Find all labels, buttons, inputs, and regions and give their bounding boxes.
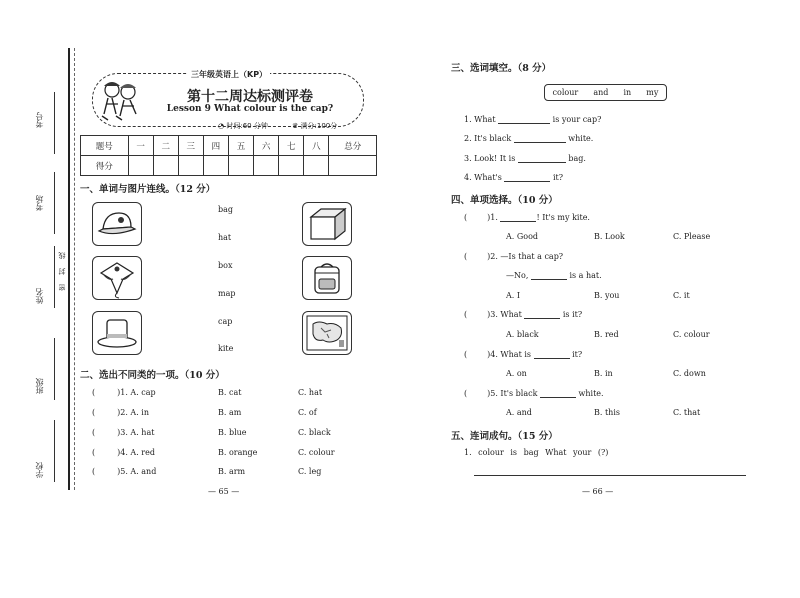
- answer-bracket[interactable]: (: [92, 467, 96, 476]
- section2-heading: 二、选出不同类的一项。（10 分）: [80, 370, 225, 381]
- choice-question: ( )2. A. in: [92, 408, 149, 417]
- bag-picture[interactable]: [302, 256, 352, 300]
- exam-room-label: 考场: [35, 195, 44, 211]
- word-bank-item: in: [623, 88, 632, 97]
- choice-question: ( )3. A. hat: [92, 428, 155, 437]
- exam-number-field[interactable]: [54, 92, 55, 154]
- seal-char: 封: [58, 268, 66, 275]
- hat-picture[interactable]: [92, 311, 142, 355]
- answer-bracket[interactable]: (: [464, 213, 468, 222]
- table-cell: 七: [279, 136, 304, 156]
- choice-question: ( )4. What is it?: [464, 350, 583, 359]
- box-picture[interactable]: [302, 202, 352, 246]
- lesson-title: Lesson 9 What colour is the cap?: [166, 104, 334, 114]
- option-c: C. colour: [673, 330, 710, 339]
- fill-question: 3. Look! It is bag.: [464, 154, 586, 163]
- map-icon: [303, 312, 351, 354]
- class-label: 班级: [35, 378, 44, 394]
- kite-icon: [93, 257, 141, 299]
- answer-bracket[interactable]: (: [92, 448, 96, 457]
- option-c: C. colour: [298, 448, 335, 457]
- score-input-cell[interactable]: [329, 156, 377, 176]
- option-a: A. on: [506, 369, 527, 378]
- map-picture[interactable]: [302, 311, 352, 355]
- table-cell: 二: [153, 136, 178, 156]
- choice-question: ( )5. A. and: [92, 467, 157, 476]
- option-b: B. red: [594, 330, 619, 339]
- option-c: C. of: [298, 408, 317, 417]
- answer-blank[interactable]: [514, 142, 566, 143]
- option-b: B. orange: [218, 448, 258, 457]
- score-input-cell[interactable]: [203, 156, 228, 176]
- word-bank-item: colour: [552, 88, 579, 97]
- subtitle: 三年级英语上（KP）: [188, 69, 270, 80]
- option-b: B. this: [594, 408, 620, 417]
- option-c: C. down: [673, 369, 706, 378]
- word-bank-item: my: [646, 88, 659, 97]
- score-input-cell[interactable]: [178, 156, 203, 176]
- score-input-cell[interactable]: [254, 156, 279, 176]
- option-c: C. Please: [673, 232, 711, 241]
- answer-bracket[interactable]: (: [92, 428, 96, 437]
- score-input-cell[interactable]: [304, 156, 329, 176]
- answer-bracket[interactable]: (: [464, 252, 468, 261]
- choice-question-line2: —No, is a hat.: [506, 271, 602, 280]
- page-title: 第十二周达标测评卷: [187, 89, 313, 105]
- word-bank: [544, 84, 667, 101]
- school-label: 学校: [35, 462, 44, 478]
- answer-blank[interactable]: [500, 221, 536, 222]
- seal-char: 密: [58, 284, 66, 291]
- table-cell: 三: [178, 136, 203, 156]
- answer-blank[interactable]: [531, 279, 567, 280]
- section4-heading: 四、单项选择。（10 分）: [451, 195, 558, 206]
- option-b: B. in: [594, 369, 613, 378]
- exam-room-field[interactable]: [54, 172, 55, 234]
- score-input-cell[interactable]: [128, 156, 153, 176]
- word-item: bag: [218, 205, 234, 214]
- clock-icon: ◔: [218, 122, 225, 130]
- box-icon: [303, 203, 351, 245]
- answer-bracket[interactable]: (: [464, 310, 468, 319]
- table-cell: 四: [203, 136, 228, 156]
- reorder-question: 1. colour is bag What your (?): [464, 448, 609, 457]
- table-cell: 五: [228, 136, 253, 156]
- fill-question: 4. What's it?: [464, 173, 563, 182]
- table-cell: 得分: [81, 156, 129, 176]
- table-cell: 六: [254, 136, 279, 156]
- answer-blank[interactable]: [534, 358, 570, 359]
- class-field[interactable]: [54, 338, 55, 400]
- fill-question: 2. It's black white.: [464, 134, 594, 143]
- word-item: kite: [218, 344, 234, 353]
- page-number: — 65 —: [208, 487, 240, 496]
- word-item: box: [218, 261, 233, 270]
- answer-bracket[interactable]: (: [92, 388, 96, 397]
- answer-blank[interactable]: [504, 181, 550, 182]
- choice-question: ( )1. ! It's my kite.: [464, 213, 590, 222]
- choice-question: ( )4. A. red: [92, 448, 155, 457]
- cap-picture[interactable]: [92, 202, 142, 246]
- fill-question: 1. What is your cap?: [464, 115, 602, 124]
- option-b: B. am: [218, 408, 242, 417]
- answer-blank[interactable]: [524, 318, 560, 319]
- choice-question: ( )3. What is it?: [464, 310, 583, 319]
- name-field[interactable]: [54, 246, 55, 308]
- option-a: A. I: [506, 291, 521, 300]
- choice-question: ( )1. A. cap: [92, 388, 156, 397]
- option-c: C. leg: [298, 467, 322, 476]
- table-cell: 一: [128, 136, 153, 156]
- score-input-cell[interactable]: [153, 156, 178, 176]
- time-limit: ◔ 时间:60 分钟: [218, 122, 268, 130]
- kite-picture[interactable]: [92, 256, 142, 300]
- children-illustration-icon: [98, 78, 144, 122]
- trophy-icon: ♛: [292, 122, 299, 130]
- option-c: C. that: [673, 408, 701, 417]
- answer-bracket[interactable]: (: [92, 408, 96, 417]
- page-number: — 66 —: [582, 487, 614, 496]
- answer-bracket[interactable]: (: [464, 350, 468, 359]
- option-b: B. cat: [218, 388, 242, 397]
- name-label: 姓名: [35, 288, 44, 304]
- section1-heading: 一、单词与图片连线。（12 分）: [80, 184, 216, 195]
- exam-number-label: 考号: [35, 112, 44, 128]
- word-item: cap: [218, 317, 233, 326]
- table-cell: 八: [304, 136, 329, 156]
- table-row: [81, 156, 377, 176]
- option-c: C. black: [298, 428, 331, 437]
- choice-question: ( )2. —Is that a cap?: [464, 252, 564, 261]
- answer-bracket[interactable]: (: [464, 389, 468, 398]
- hat-icon: [93, 312, 141, 354]
- score-table: [80, 135, 377, 176]
- choice-question: ( )5. It's black white.: [464, 389, 604, 398]
- answer-blank[interactable]: [540, 397, 576, 398]
- table-cell: 总分: [329, 136, 377, 156]
- option-b: B. arm: [218, 467, 246, 476]
- bag-icon: [303, 257, 351, 299]
- score-input-cell[interactable]: [279, 156, 304, 176]
- seal-char: 线: [58, 252, 66, 259]
- option-c: C. it: [673, 291, 690, 300]
- option-b: B. you: [594, 291, 620, 300]
- option-a: A. and: [506, 408, 532, 417]
- cap-icon: [93, 203, 141, 245]
- answer-line[interactable]: [474, 475, 746, 476]
- word-item: hat: [218, 233, 232, 242]
- fold-line: [74, 48, 75, 490]
- answer-blank[interactable]: [518, 162, 566, 163]
- answer-blank[interactable]: [498, 123, 550, 124]
- score-input-cell[interactable]: [228, 156, 253, 176]
- table-row: [81, 136, 377, 156]
- option-c: C. hat: [298, 388, 323, 397]
- word-bank-item: and: [593, 88, 609, 97]
- section3-heading: 三、选词填空。（8 分）: [451, 63, 552, 74]
- option-a: A. black: [506, 330, 539, 339]
- option-b: B. Look: [594, 232, 625, 241]
- section5-heading: 五、连词成句。（15 分）: [451, 431, 558, 442]
- option-b: B. blue: [218, 428, 247, 437]
- full-score: ♛ 满分:100分: [292, 122, 338, 130]
- word-item: map: [218, 289, 236, 298]
- table-cell: 题号: [81, 136, 129, 156]
- option-a: A. Good: [506, 232, 539, 241]
- school-field[interactable]: [54, 420, 55, 482]
- binding-line: [68, 48, 70, 490]
